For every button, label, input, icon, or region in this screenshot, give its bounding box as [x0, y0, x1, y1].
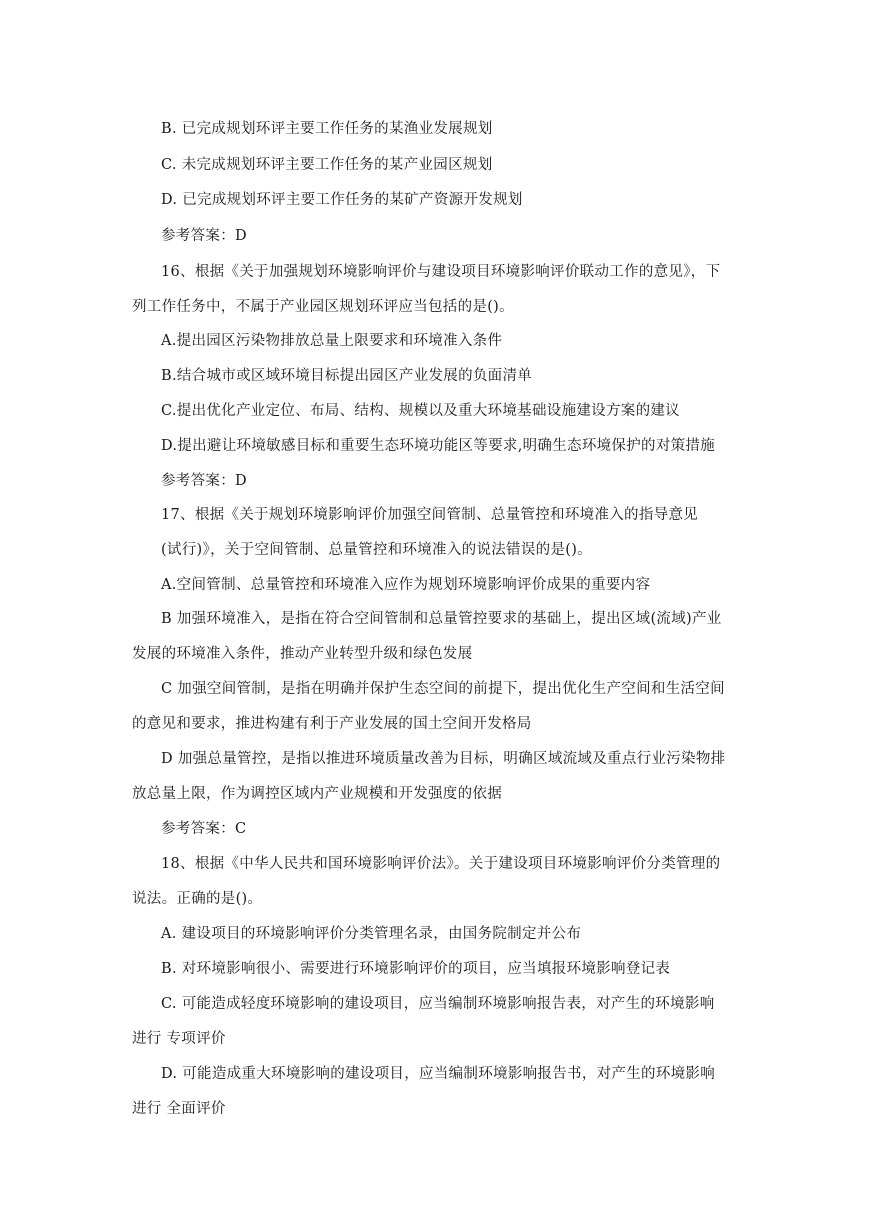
q17-option-c-line2: 的意见和要求，推进构建有利于产业发展的国土空间开发格局	[132, 716, 532, 732]
q18-option-d-line2: 进行 全面评价	[132, 1101, 226, 1117]
q17-option-b-line1: B 加强环境准入，是指在符合空间管制和总量管控要求的基础上，提出区域(流域)产业	[161, 611, 722, 627]
q16-stem-line1: 16、根据《关于加强规划环境影响评价与建设项目环境影响评价联动工作的意见》，下	[161, 264, 721, 280]
q15-option-d: D. 已完成规划环评主要工作任务的某矿产资源开发规划	[161, 192, 523, 208]
q16-option-c: C.提出优化产业定位、布局、结构、规模以及重大环境基础设施建设方案的建议	[161, 403, 680, 419]
q16-option-d: D.提出避让环境敏感目标和重要生态环境功能区等要求,明确生态环境保护的对策措施	[161, 438, 716, 454]
q17-option-c-line1: C 加强空间管制，是指在明确并保护生态空间的前提下，提出优化生产空间和生活空间	[161, 681, 725, 697]
q15-answer: 参考答案：D	[161, 228, 247, 244]
q17-stem-line2: (试行)》，关于空间管制、总量管控和环境准入的说法错误的是()。	[161, 542, 592, 558]
q16-answer: 参考答案：D	[161, 473, 247, 489]
q18-option-b: B. 对环境影响很小、需要进行环境影响评价的项目，应当填报环境影响登记表	[161, 961, 671, 977]
q15-option-c: C. 未完成规划环评主要工作任务的某产业园区规划	[161, 157, 493, 173]
q16-option-b: B.结合城市或区域环境目标提出园区产业发展的负面清单	[161, 368, 533, 384]
q17-stem-line1: 17、根据《关于规划环境影响评价加强空间管制、总量管控和环境准入的指导意见	[161, 507, 699, 523]
q18-option-c-line1: C. 可能造成轻度环境影响的建设项目，应当编制环境影响报告表，对产生的环境影响	[161, 996, 715, 1012]
q17-option-d-line2: 放总量上限，作为调控区域内产业规模和开发强度的依据	[132, 786, 502, 802]
q17-option-d-line1: D 加强总量管控，是指以推进环境质量改善为目标，明确区域流域及重点行业污染物排	[161, 751, 726, 767]
q17-option-a: A.空间管制、总量管控和环境准入应作为规划环境影响评价成果的重要内容	[161, 577, 651, 593]
q17-option-b-line2: 发展的环境准入条件，推动产业转型升级和绿色发展	[132, 646, 473, 662]
q18-option-d-line1: D. 可能造成重大环境影响的建设项目，应当编制环境影响报告书，对产生的环境影响	[161, 1066, 716, 1082]
q15-option-b: B. 已完成规划环评主要工作任务的某渔业发展规划	[161, 121, 493, 137]
q16-option-a: A.提出园区污染物排放总量上限要求和环境准入条件	[161, 333, 503, 349]
q17-answer: 参考答案：C	[161, 821, 247, 837]
q18-stem-line1: 18、根据《中华人民共和国环境影响评价法》。关于建设项目环境影响评价分类管理的	[161, 856, 721, 872]
q16-stem-line2: 列工作任务中，不属于产业园区规划环评应当包括的是()。	[132, 299, 514, 315]
q18-stem-line2: 说法。正确的是()。	[132, 891, 263, 907]
q18-option-a: A. 建设项目的环境影响评价分类管理名录，由国务院制定并公布	[161, 926, 582, 942]
q18-option-c-line2: 进行 专项评价	[132, 1031, 226, 1047]
